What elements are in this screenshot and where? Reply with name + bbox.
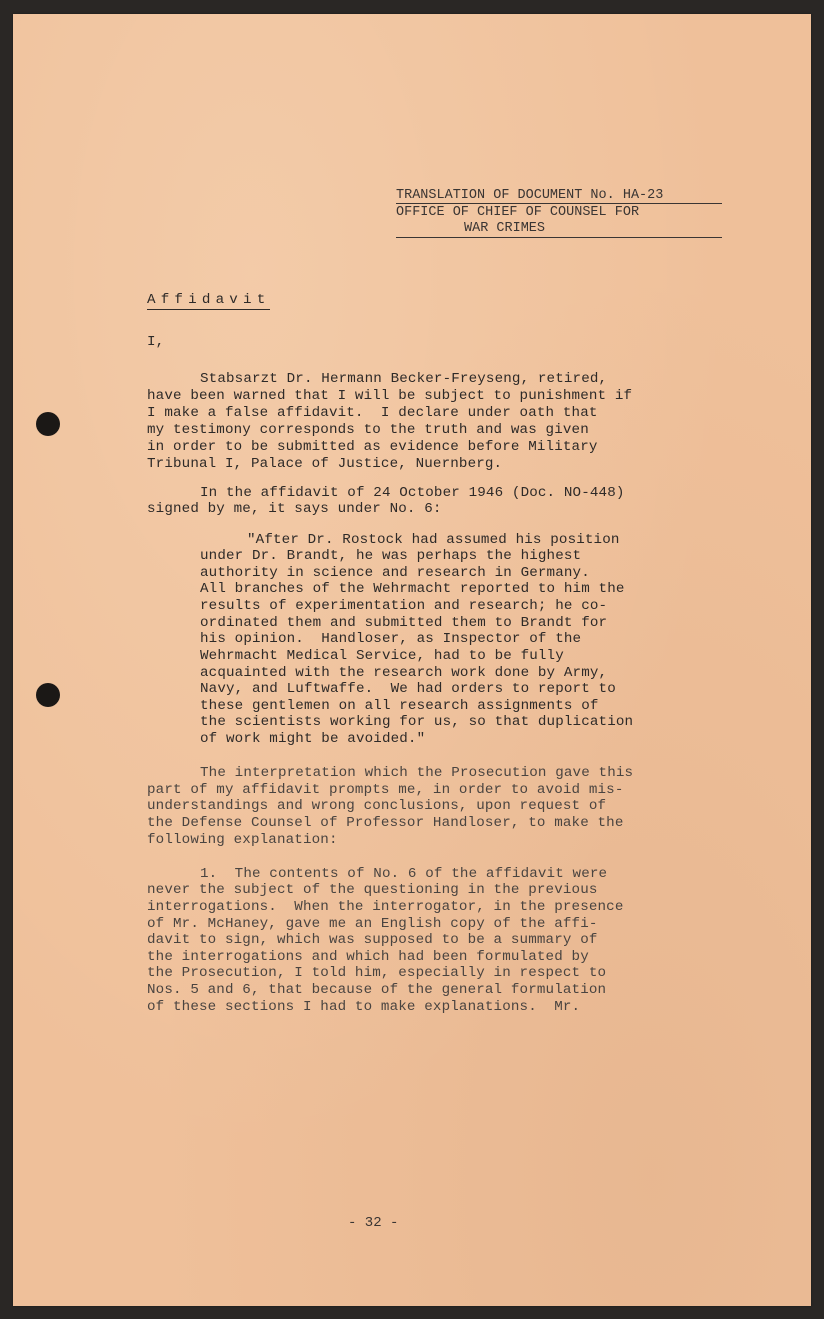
header-line-1: TRANSLATION OF DOCUMENT No. HA-23 bbox=[396, 188, 664, 203]
header-top-rule bbox=[396, 203, 722, 204]
paragraph-4-line-9: of these sections I had to make explanations. Mr. bbox=[147, 999, 581, 1015]
paragraph-2-line-2: signed by me, it says under No. 6: bbox=[147, 501, 442, 517]
paragraph-3-line-4: the Defense Counsel of Professor Handloser, to make the bbox=[147, 815, 624, 831]
paragraph-3-line-2: part of my affidavit prompts me, in order to avoid mis- bbox=[147, 782, 624, 798]
quote-line-2: under Dr. Brandt, he was perhaps the highest bbox=[200, 548, 582, 564]
header-line-3: WAR CRIMES bbox=[464, 221, 546, 236]
paragraph-3-line-1: The interpretation which the Prosecution gave this bbox=[200, 765, 634, 781]
punch-hole-top bbox=[36, 412, 60, 436]
quote-line-9: acquainted with the research work done by Army, bbox=[200, 665, 608, 681]
header-line-2: OFFICE OF CHIEF OF COUNSEL FOR bbox=[396, 204, 640, 220]
paragraph-4-line-3: interrogations. When the interrogator, in the presence bbox=[147, 899, 624, 915]
paragraph-4-line-6: the interrogations and which had been formulated by bbox=[147, 949, 589, 965]
paragraph-2-line-1: In the affidavit of 24 October 1946 (Doc. NO-448) bbox=[200, 485, 625, 501]
paragraph-1-line-2: have been warned that I will be subject to punishment if bbox=[147, 388, 633, 404]
paragraph-1-line-4: my testimony corresponds to the truth and was given bbox=[147, 422, 589, 438]
paragraph-4-line-7: the Prosecution, I told him, especially in respect to bbox=[147, 965, 607, 981]
quote-line-11: these gentlemen on all research assignments of bbox=[200, 698, 599, 714]
paragraph-4-line-2: never the subject of the questioning in the previous bbox=[147, 882, 598, 898]
paragraph-1-line-3: I make a false affidavit. I declare under oath that bbox=[147, 405, 598, 421]
quote-line-12: the scientists working for us, so that duplication bbox=[200, 714, 634, 730]
paragraph-3-line-3: understandings and wrong conclusions, upon request of bbox=[147, 798, 607, 814]
quote-line-6: ordinated them and submitted them to Brandt for bbox=[200, 615, 608, 631]
quote-line-10: Navy, and Luftwaffe. We had orders to report to bbox=[200, 681, 616, 697]
paragraph-4-line-5: davit to sign, which was supposed to be a summary of bbox=[147, 932, 598, 948]
paragraph-4-line-1: 1. The contents of No. 6 of the affidavit were bbox=[200, 866, 608, 882]
page-title: Affidavit bbox=[147, 292, 271, 308]
header-bottom-rule bbox=[396, 237, 722, 238]
paragraph-1-line-5: in order to be submitted as evidence before Military bbox=[147, 439, 598, 455]
punch-hole-bottom bbox=[36, 683, 60, 707]
intro-text: I, bbox=[147, 334, 165, 350]
paragraph-4-line-4: of Mr. McHaney, gave me an English copy of the affi- bbox=[147, 916, 598, 932]
paragraph-3-line-5: following explanation: bbox=[147, 832, 338, 848]
quote-line-7: his opinion. Handloser, as Inspector of the bbox=[200, 631, 582, 647]
paragraph-1-line-6: Tribunal I, Palace of Justice, Nuernberg. bbox=[147, 456, 503, 472]
page-number: - 32 - bbox=[348, 1215, 399, 1231]
paragraph-1-line-1: Stabsarzt Dr. Hermann Becker-Freyseng, retired, bbox=[200, 371, 608, 387]
quote-line-4: All branches of the Wehrmacht reported to him the bbox=[200, 581, 625, 597]
quote-line-8: Wehrmacht Medical Service, had to be fully bbox=[200, 648, 564, 664]
document-header bbox=[396, 188, 663, 238]
quote-line-13: of work might be avoided." bbox=[200, 731, 426, 747]
paragraph-4-line-8: Nos. 5 and 6, that because of the general formulation bbox=[147, 982, 607, 998]
quote-line-3: authority in science and research in Germany. bbox=[200, 565, 590, 581]
quote-line-1: "After Dr. Rostock had assumed his position bbox=[247, 532, 620, 548]
quote-line-5: results of experimentation and research; he co- bbox=[200, 598, 608, 614]
